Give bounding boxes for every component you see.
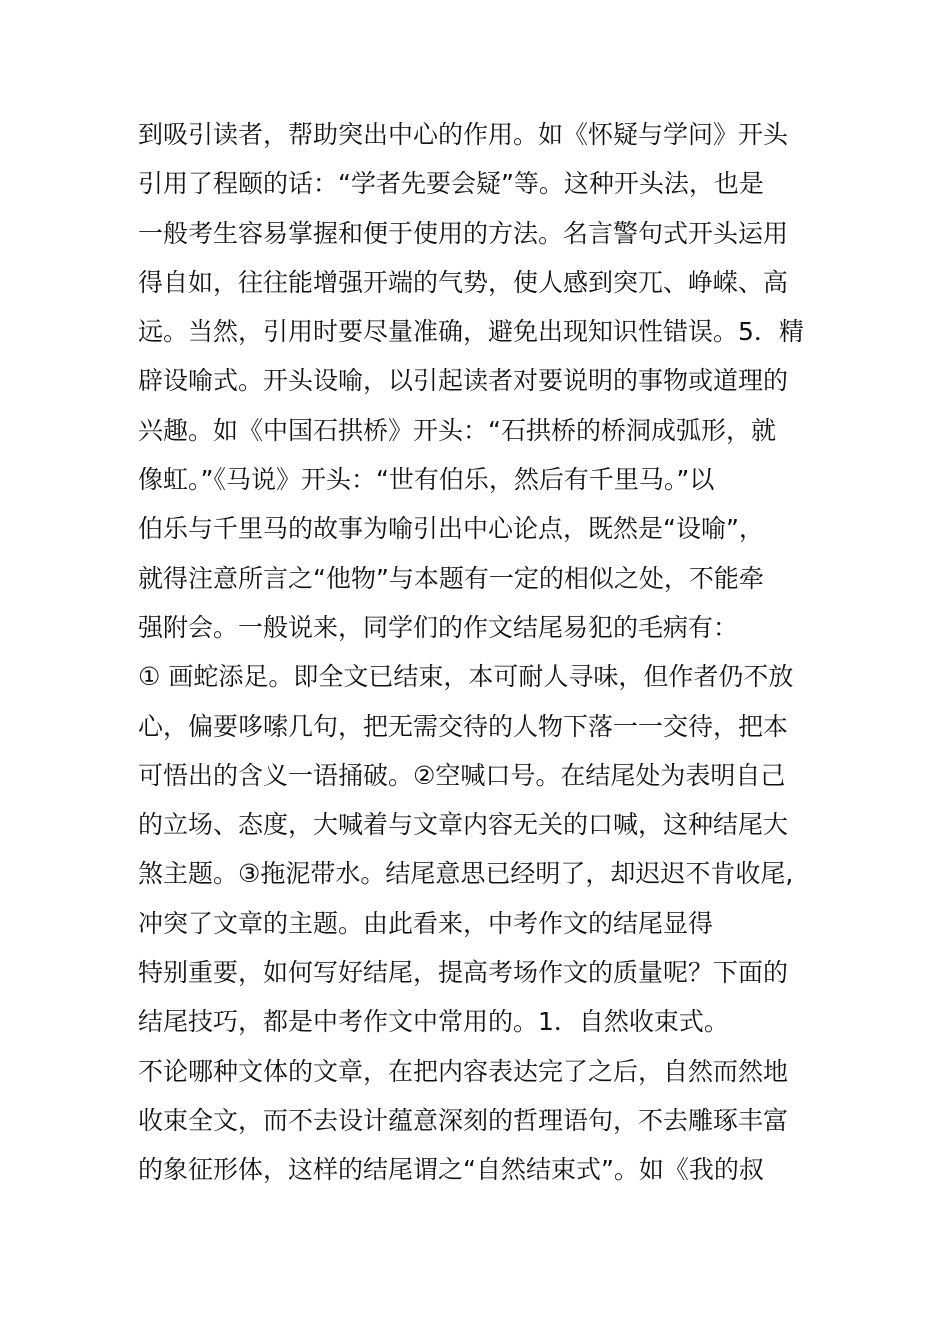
text-line: 的象征形体，这样的结尾谓之“自然结束式”。如《我的叔 [138, 1155, 764, 1185]
text-line: 一般考生容易掌握和便于使用的方法。名言警句式开头运用 [138, 218, 789, 248]
text-line: 强附会。一般说来，同学们的作文结尾易犯的毛病有： [138, 612, 739, 642]
body-text [138, 110, 828, 1195]
text-line: 到吸引读者，帮助突出中心的作用。如《怀疑与学问》开头 [138, 120, 789, 149]
text-line: 远。当然，引用时要尽量准确，避免出现知识性错误。5．精 [138, 317, 804, 347]
text-line: 伯乐与千里马的故事为喻引出中心论点，既然是“设喻”， [138, 514, 764, 544]
text-line: 心，偏要哆嗦几句，把无需交待的人物下落一一交待，把本 [138, 711, 789, 741]
text-line: 煞主题。③拖泥带水。结尾意思已经明了，却迟迟不肯收尾, [138, 859, 794, 889]
text-line: 得自如，往往能增强开端的气势，使人感到突兀、峥嵘、高 [138, 267, 789, 297]
text-line: 就得注意所言之“他物”与本题有一定的相似之处，不能牵 [138, 563, 764, 593]
text-line: 像虹。”《马说》开头：“世有伯乐，然后有千里马。”以 [138, 465, 715, 495]
text-line: 兴趣。如《中国石拱桥》开头：“石拱桥的桥洞成弧形，就 [138, 415, 776, 445]
text-line: 引用了程颐的话：“学者先要会疑”等。这种开头法，也是 [138, 169, 764, 199]
text-line: 结尾技巧，都是中考作文中常用的。1．自然收束式。 [138, 1007, 729, 1037]
text-line: 不论哪种文体的文章，在把内容表达完了之后，自然而然地 [138, 1056, 789, 1086]
text-line: 特别重要，如何写好结尾，提高考场作文的质量呢？下面的 [138, 958, 789, 988]
text-line: 收束全文，而不去设计蕴意深刻的哲理语句，不去雕琢丰富 [138, 1105, 789, 1135]
text-line: 可悟出的含义一语捅破。②空喊口号。在结尾处为表明自己 [138, 760, 786, 790]
text-line: 冲突了文章的主题。由此看来，中考作文的结尾显得 [138, 908, 714, 938]
text-line: 辟设喻式。开头设喻，以引起读者对要说明的事物或道理的 [138, 366, 789, 396]
text-line: 的立场、态度，大喊着与文章内容无关的口喊，这种结尾大 [138, 810, 789, 840]
text-line: ① 画蛇添足。即全文已结束，本可耐人寻味，但作者仍不放 [138, 662, 794, 692]
